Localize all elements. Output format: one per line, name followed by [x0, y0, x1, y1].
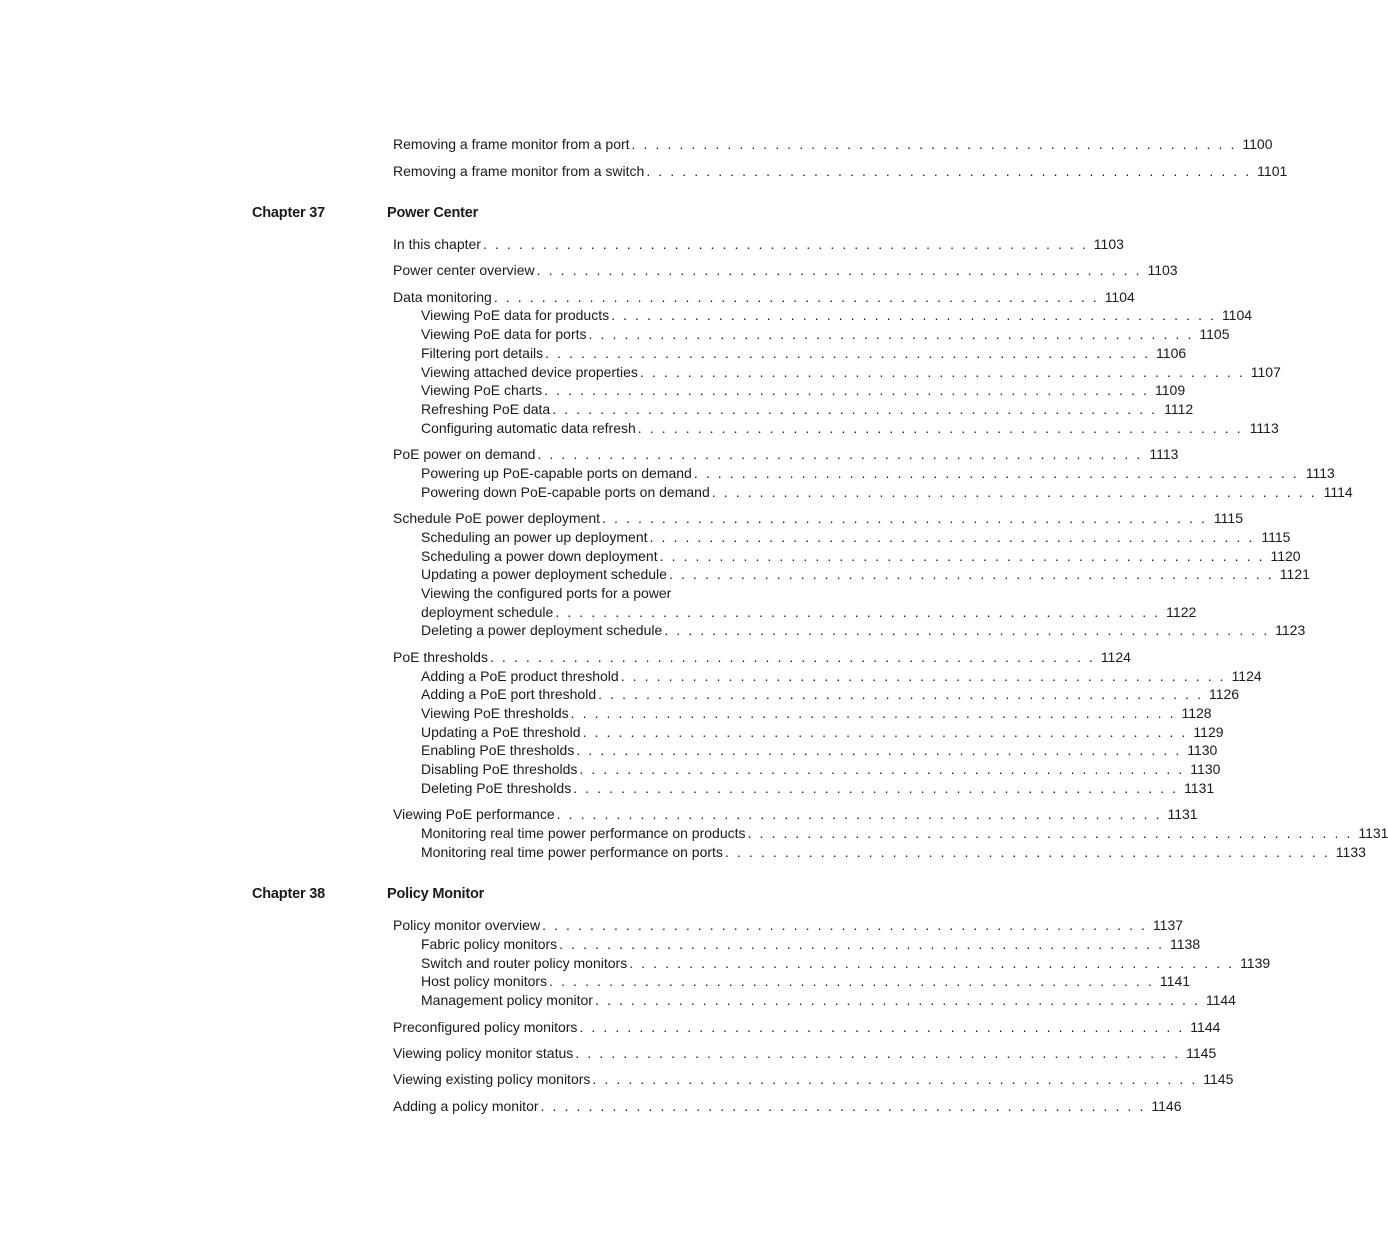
toc-subentry[interactable]: Updating a PoE threshold . . . . . . . . . . . . . . . . . . . . . . . . . . . . . . . . . . . . . . . . . . . . . . . . . . . 1129 [421, 724, 1224, 740]
chapter-title[interactable]: Power Center [387, 205, 479, 221]
toc-subentry[interactable]: Viewing PoE charts . . . . . . . . . . . . . . . . . . . . . . . . . . . . . . . . . . . . . . . . . . . . . . . . . . . 1109 [421, 382, 1186, 398]
toc-subentry[interactable]: Monitoring real time power performance on products . . . . . . . . . . . . . . . . . . . . . . . . . . . . . . . . . . . . . . . . . . . . . . . . . . . 1131 [421, 825, 1388, 841]
toc-entry[interactable]: Power center overview . . . . . . . . . . . . . . . . . . . . . . . . . . . . . . . . . . . . . . . . . . . . . . . . . . . 1103 [393, 262, 1178, 278]
toc-subentry[interactable]: Scheduling a power down deployment . . . . . . . . . . . . . . . . . . . . . . . . . . . . . . . . . . . . . . . . . . . . . . . . . . . 1120 [421, 548, 1301, 564]
chapter-label: Chapter 37 [252, 205, 325, 221]
toc-entry[interactable]: PoE power on demand . . . . . . . . . . . . . . . . . . . . . . . . . . . . . . . . . . . . . . . . . . . . . . . . . . . 1113 [393, 446, 1179, 462]
toc-entry[interactable]: Viewing policy monitor status . . . . . . . . . . . . . . . . . . . . . . . . . . . . . . . . . . . . . . . . . . . . . . . . . . . 1145 [393, 1045, 1217, 1061]
toc-subentry[interactable]: Updating a power deployment schedule . . . . . . . . . . . . . . . . . . . . . . . . . . . . . . . . . . . . . . . . . . . . . . . . . . . 1121 [421, 566, 1310, 582]
toc-entry[interactable]: Removing a frame monitor from a switch . . . . . . . . . . . . . . . . . . . . . . . . . . . . . . . . . . . . . . . . . . . . . . . . . . . 1101 [393, 163, 1288, 179]
toc-subentry[interactable]: Enabling PoE thresholds . . . . . . . . . . . . . . . . . . . . . . . . . . . . . . . . . . . . . . . . . . . . . . . . . . . 1130 [421, 742, 1218, 758]
toc-subentry[interactable]: Filtering port details . . . . . . . . . . . . . . . . . . . . . . . . . . . . . . . . . . . . . . . . . . . . . . . . . . . 1106 [421, 345, 1187, 361]
toc-subentry-wrap[interactable]: Viewing the configured ports for a power [421, 585, 672, 601]
toc-entry[interactable]: Viewing PoE performance . . . . . . . . . . . . . . . . . . . . . . . . . . . . . . . . . . . . . . . . . . . . . . . . . . . 1131 [393, 806, 1198, 822]
toc-entry[interactable]: Preconfigured policy monitors . . . . . . . . . . . . . . . . . . . . . . . . . . . . . . . . . . . . . . . . . . . . . . . . . . . 1144 [393, 1019, 1221, 1035]
toc-subentry[interactable]: Viewing PoE data for ports . . . . . . . . . . . . . . . . . . . . . . . . . . . . . . . . . . . . . . . . . . . . . . . . . . . 1105 [421, 326, 1230, 342]
toc-subentry[interactable]: Fabric policy monitors . . . . . . . . . . . . . . . . . . . . . . . . . . . . . . . . . . . . . . . . . . . . . . . . . . . 1138 [421, 936, 1201, 952]
toc-subentry[interactable]: Configuring automatic data refresh . . . . . . . . . . . . . . . . . . . . . . . . . . . . . . . . . . . . . . . . . . . . . . . . . . . 1113 [421, 420, 1279, 436]
toc-entry[interactable]: Schedule PoE power deployment . . . . . . . . . . . . . . . . . . . . . . . . . . . . . . . . . . . . . . . . . . . . . . . . . . . 1115 [393, 510, 1243, 526]
chapter-title[interactable]: Policy Monitor [387, 886, 485, 902]
toc-subentry[interactable]: Viewing PoE data for products . . . . . . . . . . . . . . . . . . . . . . . . . . . . . . . . . . . . . . . . . . . . . . . . . . . 1104 [421, 307, 1253, 323]
toc-entry[interactable]: Policy monitor overview . . . . . . . . . . . . . . . . . . . . . . . . . . . . . . . . . . . . . . . . . . . . . . . . . . . 1137 [393, 917, 1184, 933]
toc-subentry[interactable]: Viewing PoE thresholds . . . . . . . . . . . . . . . . . . . . . . . . . . . . . . . . . . . . . . . . . . . . . . . . . . . 1128 [421, 705, 1212, 721]
toc-subentry[interactable]: Management policy monitor . . . . . . . . . . . . . . . . . . . . . . . . . . . . . . . . . . . . . . . . . . . . . . . . . . . 1144 [421, 992, 1236, 1008]
toc-entry[interactable]: Removing a frame monitor from a port . . . . . . . . . . . . . . . . . . . . . . . . . . . . . . . . . . . . . . . . . . . . . . . . . . . 1100 [393, 136, 1273, 152]
toc-subentry[interactable]: Refreshing PoE data . . . . . . . . . . . . . . . . . . . . . . . . . . . . . . . . . . . . . . . . . . . . . . . . . . . 1112 [421, 401, 1194, 417]
toc-subentry[interactable]: deployment schedule . . . . . . . . . . . . . . . . . . . . . . . . . . . . . . . . . . . . . . . . . . . . . . . . . . . 1122 [421, 604, 1197, 620]
toc-subentry[interactable]: Deleting PoE thresholds . . . . . . . . . . . . . . . . . . . . . . . . . . . . . . . . . . . . . . . . . . . . . . . . . . . 1131 [421, 780, 1215, 796]
toc-entry[interactable]: Adding a policy monitor . . . . . . . . . . . . . . . . . . . . . . . . . . . . . . . . . . . . . . . . . . . . . . . . . . . 1146 [393, 1098, 1182, 1114]
toc-subentry[interactable]: Host policy monitors . . . . . . . . . . . . . . . . . . . . . . . . . . . . . . . . . . . . . . . . . . . . . . . . . . . 1141 [421, 973, 1191, 989]
toc-subentry[interactable]: Switch and router policy monitors . . . . . . . . . . . . . . . . . . . . . . . . . . . . . . . . . . . . . . . . . . . . . . . . . . . 1139 [421, 955, 1271, 971]
toc-subentry[interactable]: Powering up PoE-capable ports on demand . . . . . . . . . . . . . . . . . . . . . . . . . . . . . . . . . . . . . . . . . . . . . . . . . . . 1113 [421, 465, 1335, 481]
toc-entry[interactable]: Data monitoring . . . . . . . . . . . . . . . . . . . . . . . . . . . . . . . . . . . . . . . . . . . . . . . . . . . 1104 [393, 289, 1135, 305]
toc-entry[interactable]: PoE thresholds . . . . . . . . . . . . . . . . . . . . . . . . . . . . . . . . . . . . . . . . . . . . . . . . . . . 1124 [393, 649, 1131, 665]
toc-subentry[interactable]: Powering down PoE-capable ports on demand . . . . . . . . . . . . . . . . . . . . . . . . . . . . . . . . . . . . . . . . . . . . . . . . . . . 1114 [421, 484, 1353, 500]
toc-subentry[interactable]: Monitoring real time power performance on ports . . . . . . . . . . . . . . . . . . . . . . . . . . . . . . . . . . . . . . . . . . . . . . . . . . . 1133 [421, 844, 1366, 860]
toc-entry[interactable]: In this chapter . . . . . . . . . . . . . . . . . . . . . . . . . . . . . . . . . . . . . . . . . . . . . . . . . . . 1103 [393, 236, 1124, 252]
toc-entry[interactable]: Viewing existing policy monitors . . . . . . . . . . . . . . . . . . . . . . . . . . . . . . . . . . . . . . . . . . . . . . . . . . . 1145 [393, 1071, 1234, 1087]
toc-subentry[interactable]: Adding a PoE product threshold . . . . . . . . . . . . . . . . . . . . . . . . . . . . . . . . . . . . . . . . . . . . . . . . . . . 1124 [421, 668, 1262, 684]
toc-subentry[interactable]: Viewing attached device properties . . . . . . . . . . . . . . . . . . . . . . . . . . . . . . . . . . . . . . . . . . . . . . . . . . . 1107 [421, 364, 1281, 380]
toc-subentry[interactable]: Deleting a power deployment schedule . . . . . . . . . . . . . . . . . . . . . . . . . . . . . . . . . . . . . . . . . . . . . . . . . . . 1123 [421, 622, 1306, 638]
toc-subentry[interactable]: Scheduling an power up deployment . . . . . . . . . . . . . . . . . . . . . . . . . . . . . . . . . . . . . . . . . . . . . . . . . . . 1115 [421, 529, 1291, 545]
chapter-label: Chapter 38 [252, 886, 325, 902]
toc-subentry[interactable]: Disabling PoE thresholds . . . . . . . . . . . . . . . . . . . . . . . . . . . . . . . . . . . . . . . . . . . . . . . . . . . 1130 [421, 761, 1221, 777]
toc-subentry[interactable]: Adding a PoE port threshold . . . . . . . . . . . . . . . . . . . . . . . . . . . . . . . . . . . . . . . . . . . . . . . . . . . 1126 [421, 686, 1240, 702]
